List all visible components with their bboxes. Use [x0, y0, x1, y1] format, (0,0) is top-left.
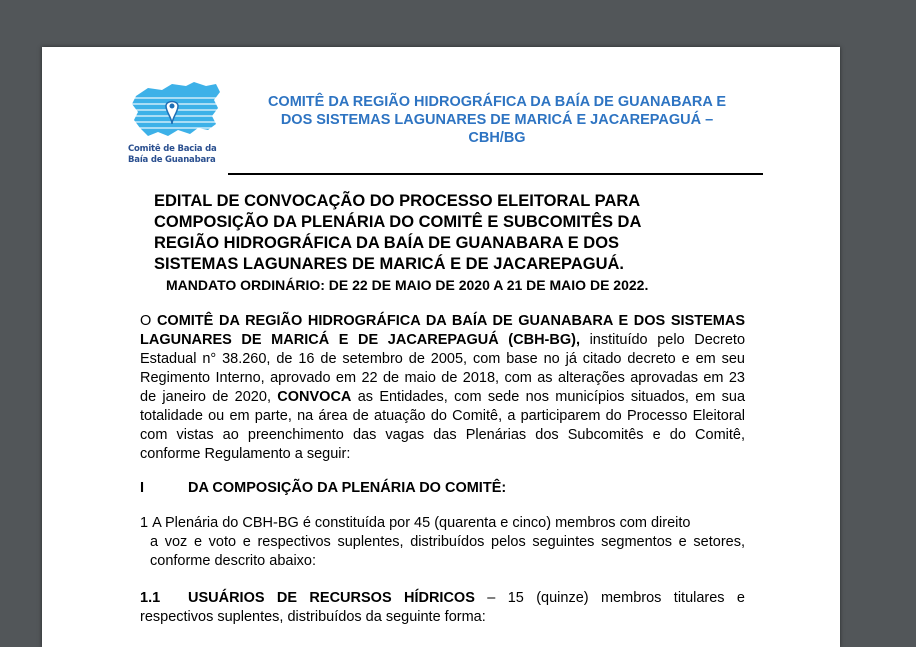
edital-title-line3: REGIÃO HIDROGRÁFICA DA BAÍA DE GUANABARA E DOS — [154, 234, 620, 252]
item-1-1-number: 1.1 — [140, 590, 161, 606]
logo-caption-line1: Comitê de Bacia da — [128, 144, 217, 154]
intro-text-part2: as Entidades, com sede nos municípios situados, em sua totalidade ou em parte, na área de atuação do Comitê, a participarem do Processo Eleitoral com vistas ao preenchimento das vagas das Plenárias dos Subcomitês e do Comitê, conforme Regulamento a seguir: — [140, 389, 746, 462]
header-divider — [228, 173, 763, 175]
organization-title — [232, 93, 762, 147]
org-title-line1: COMITÊ DA REGIÃO HIDROGRÁFICA DA BAÍA DE GUANABARA E — [267, 94, 727, 110]
item-1-paragraph — [140, 514, 745, 571]
document-page — [42, 47, 840, 647]
edital-title-line4: SISTEMAS LAGUNARES DE MARICÁ E DE JACAREPAGUÁ. — [154, 255, 624, 273]
map-logo-icon — [128, 78, 224, 144]
section-heading — [140, 479, 740, 497]
edital-title — [154, 191, 724, 275]
section-title: DA COMPOSIÇÃO DA PLENÁRIA DO COMITÊ: — [188, 480, 507, 496]
intro-text-part1: instituído pelo Decreto Estadual n° 38.260, de 16 de setembro de 2005, com base no já citado decreto e em seu Regimento Interno, aprovado em 22 de maio de 2018, com as alterações aprovadas em 23 de janeiro de 2020, — [140, 332, 746, 405]
item-1-first-line: A Plenária do CBH-BG é constituída por 45 (quarenta e cinco) membros com direito — [152, 515, 691, 531]
edital-title-line1: EDITAL DE CONVOCAÇÃO DO PROCESSO ELEITORAL PARA — [154, 192, 641, 210]
org-title-line2: DOS SISTEMAS LAGUNARES DE MARICÁ E JACAREPAGUÁ – — [280, 112, 714, 128]
cbh-bg-logo — [128, 78, 224, 174]
item-1-1-text: – 15 (quinze) membros titulares e respectivos suplentes, distribuídos da seguinte forma: — [140, 590, 745, 625]
item-1-rest: a voz e voto e respectivos suplentes, distribuídos pelos seguintes segmentos e setores, conforme descrito abaixo: — [150, 534, 745, 569]
mandato-line: MANDATO ORDINÁRIO: DE 22 DE MAIO DE 2020 A 21 DE MAIO DE 2022. — [166, 277, 649, 293]
edital-title-line2: COMPOSIÇÃO DA PLENÁRIA DO COMITÊ E SUBCOMITÊS DA — [154, 213, 642, 231]
logo-caption-line2: Baía de Guanabara — [128, 155, 216, 165]
section-number: I — [140, 480, 145, 496]
intro-convoca: CONVOCA — [277, 389, 352, 405]
item-1-1-paragraph — [140, 589, 745, 627]
item-1-1-title: USUÁRIOS DE RECURSOS HÍDRICOS — [188, 590, 475, 606]
org-title-line3: CBH/BG — [468, 130, 526, 146]
intro-paragraph — [140, 312, 745, 464]
item-1-number: 1 — [140, 515, 149, 531]
logo-caption — [128, 144, 218, 166]
intro-org-name: COMITÊ DA REGIÃO HIDROGRÁFICA DA BAÍA DE GUANABARA E DOS SISTEMAS LAGUNARES DE MARICÁ E DE JACAREPAGUÁ (CBH-BG), — [140, 313, 745, 348]
intro-prefix: O — [140, 313, 157, 329]
